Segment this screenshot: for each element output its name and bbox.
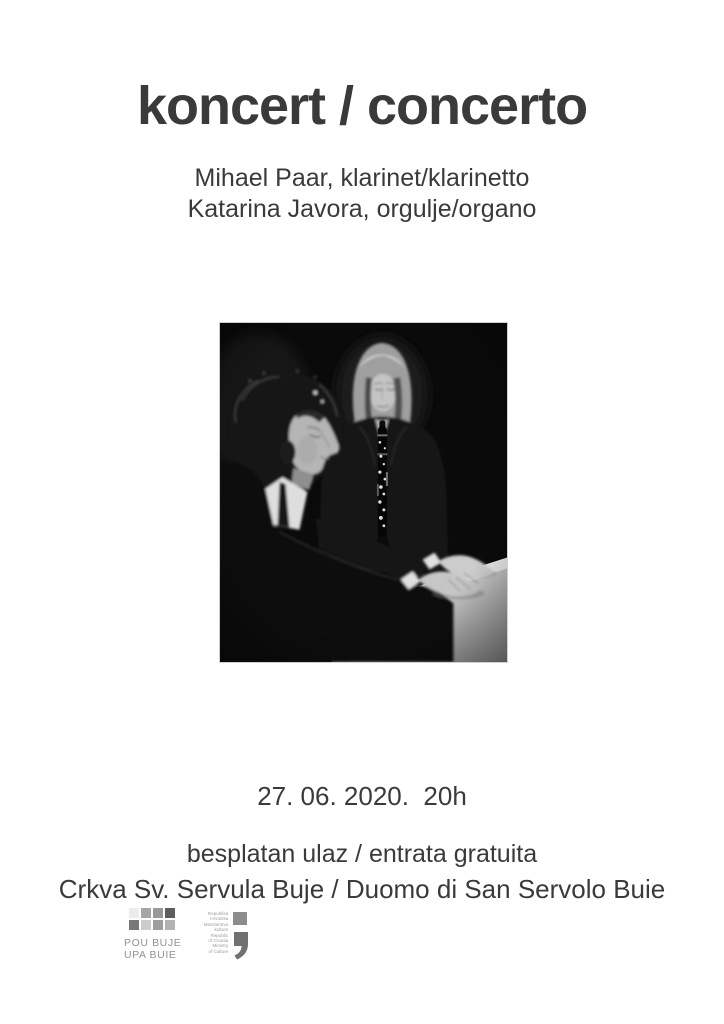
grid-square: [165, 908, 175, 918]
ministry-text-line: of Culture: [208, 948, 229, 954]
pou-buje-logo-text: [124, 938, 181, 961]
logos-row: [124, 905, 249, 961]
ministry-comma-path: [234, 932, 248, 960]
event-datetime: 27. 06. 2020. 20h: [257, 781, 467, 811]
ministry-text-line: Republic: [210, 932, 229, 938]
grid-square: [141, 908, 151, 918]
poster-title: koncert / concerto: [136, 76, 588, 136]
grid-square: [141, 920, 151, 930]
ministry-text-line: kulture: [214, 927, 229, 933]
grid-square: [129, 920, 139, 930]
grid-square: [129, 908, 139, 918]
ministry-text-line: Ministarstvo: [203, 921, 229, 927]
concert-photo: [219, 322, 508, 663]
grid-square: [153, 908, 163, 918]
ministry-of-culture-logo: [201, 909, 249, 960]
ministry-comma-mark: [233, 932, 249, 960]
pou-buje-logo: [124, 905, 181, 961]
ministry-text-line: Republika: [207, 911, 229, 916]
performer-line-1: Mihael Paar, klarinet/klarinetto: [194, 164, 530, 192]
ministry-text-line: Hrvatska: [210, 916, 229, 922]
event-venue: Crkva Sv. Servula Buje / Duomo di San Servolo Buie: [58, 874, 666, 904]
performer-line-2: Katarina Javora, orgulje/organo: [187, 195, 537, 223]
pou-buje-grid-mark: [129, 908, 181, 930]
ministry-square-mark: [233, 912, 247, 925]
pou-buje-line-1: POU BUJE: [124, 937, 182, 949]
pou-buje-line-2: UPA BUIE: [124, 948, 177, 961]
performers-block: [0, 163, 724, 225]
grid-square: [165, 920, 175, 930]
admission-note: besplatan ulaz / entrata gratuita: [186, 840, 538, 868]
grid-square: [153, 920, 163, 930]
ministry-text-line: of Croatia: [208, 938, 229, 944]
concert-photo-illustration: [220, 323, 507, 662]
ministry-text-line: Ministry: [212, 943, 229, 949]
ministry-logo-text: [201, 909, 228, 960]
ministry-semicolon-mark: [233, 909, 249, 960]
